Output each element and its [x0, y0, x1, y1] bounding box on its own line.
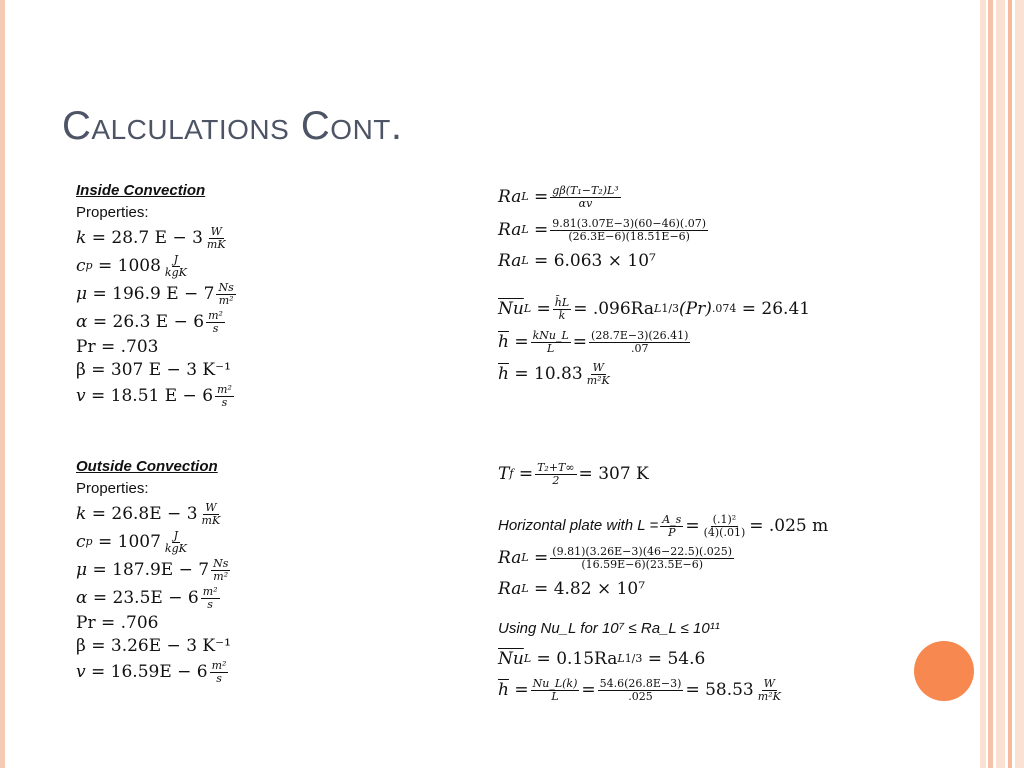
outside-calc-block	[498, 456, 828, 706]
outside-beta: β = 3.26E − 3 K⁻¹	[76, 635, 231, 656]
outside-mu: μ = 187.9E − 7 $\frac{Ns}{\text{m²}}$	[76, 556, 229, 583]
nusselt-range-note: Using Nu_L for 10⁷ ≤ Ra_L ≤ 10¹¹	[498, 620, 720, 637]
outside-alpha: α = 23.5E − 6 $\frac{\text{m²}}{s}$	[76, 584, 218, 611]
h-bar-result: $\overline{h}$ = 10.83 $\frac{W}{\text{m²K}}$	[498, 360, 610, 387]
inside-alpha: α = 26.3 E − 6 $\frac{\text{m²}}{s}$	[76, 308, 223, 335]
nusselt-outside: $\overline{Nu}$ L = 0.15Ra L 1/3 = 54.6	[498, 648, 706, 669]
h-bar-outside: $\overline{h}$ = $\frac{Nu\_L(k)}{L}$ = $\frac{54.6(26.8E-3)}{.025}$ = 58.53 $\frac{W}{\text{m²K}}$	[498, 676, 781, 703]
ra-outside-substitution: Ra L = $\frac{(9.81)(3.26E-3)(46-22.5)(.025)}{(16.59E-6)(23.5E-6)}$	[498, 544, 733, 571]
page-title: Calculations Cont.	[62, 104, 403, 148]
inside-convection-block	[76, 180, 238, 410]
outside-k: k = 26.8E − 3 $\frac{W}{mK}$	[76, 500, 221, 527]
ra-result: Ra L = 6.063 × 10⁷	[498, 250, 656, 271]
outside-pr: Pr = .706	[76, 612, 159, 633]
outside-nu: v = 16.59E − 6 $\frac{\text{m²}}{s}$	[76, 658, 227, 685]
horizontal-plate-length: Horizontal plate with L = $\frac{A\_s}{P}$ = $\frac{\text{(.1)²}}{(4)(.01)}$ = .025 m	[498, 512, 829, 539]
inside-beta: β = 307 E − 3 K⁻¹	[76, 359, 231, 380]
inside-pr: Pr = .703	[76, 336, 159, 357]
inside-nu: v = 18.51 E − 6 $\frac{\text{m²}}{s}$	[76, 382, 232, 409]
h-bar-formula: $\overline{h}$ = $\frac{\text{kNu\_L}}{L}$ = $\frac{(28.7E-3)(26.41)}{.07}$	[498, 328, 689, 355]
film-temperature: T f = $\frac{\text{T₂+T∞}}{2}$ = 307 K	[498, 460, 649, 487]
ra-outside-result: Ra L = 4.82 × 10⁷	[498, 578, 646, 599]
inside-heading: Inside Convection	[76, 182, 206, 199]
outside-convection-block	[76, 456, 232, 686]
left-border	[0, 0, 5, 768]
right-decorative-stripes	[980, 0, 1024, 768]
decorative-orange-circle	[914, 641, 974, 701]
inside-cp: c p = 1008 $\frac{J}{\text{kgK}}$	[76, 252, 187, 279]
outside-heading: Outside Convection	[76, 458, 218, 475]
ra-formula: Ra L = $\frac{\text{gβ(T₁−T₂)L³}}{\alpha v}$	[498, 183, 619, 210]
outside-properties-label: Properties:	[76, 480, 149, 497]
outside-cp: c p = 1007 $\frac{J}{\text{kgK}}$	[76, 528, 187, 555]
inside-mu: μ = 196.9 E − 7 $\frac{Ns}{\text{m²}}$	[76, 280, 234, 307]
nusselt-correlation: $\overline{Nu}$ L = $\frac{h̄L}{k}$ = .096Ra L 1/3 (Pr) .074 = 26.41	[498, 295, 811, 322]
inside-properties-label: Properties:	[76, 204, 149, 221]
inside-calc-block	[498, 180, 810, 390]
ra-substitution: Ra L = $\frac{9.81(3.07E-3)(60-46)(.07)}{(26.3E-6)(18.51E-6)}$	[498, 216, 706, 243]
inside-k: k = 28.7 E − 3 $\frac{W}{mK}$	[76, 224, 226, 251]
